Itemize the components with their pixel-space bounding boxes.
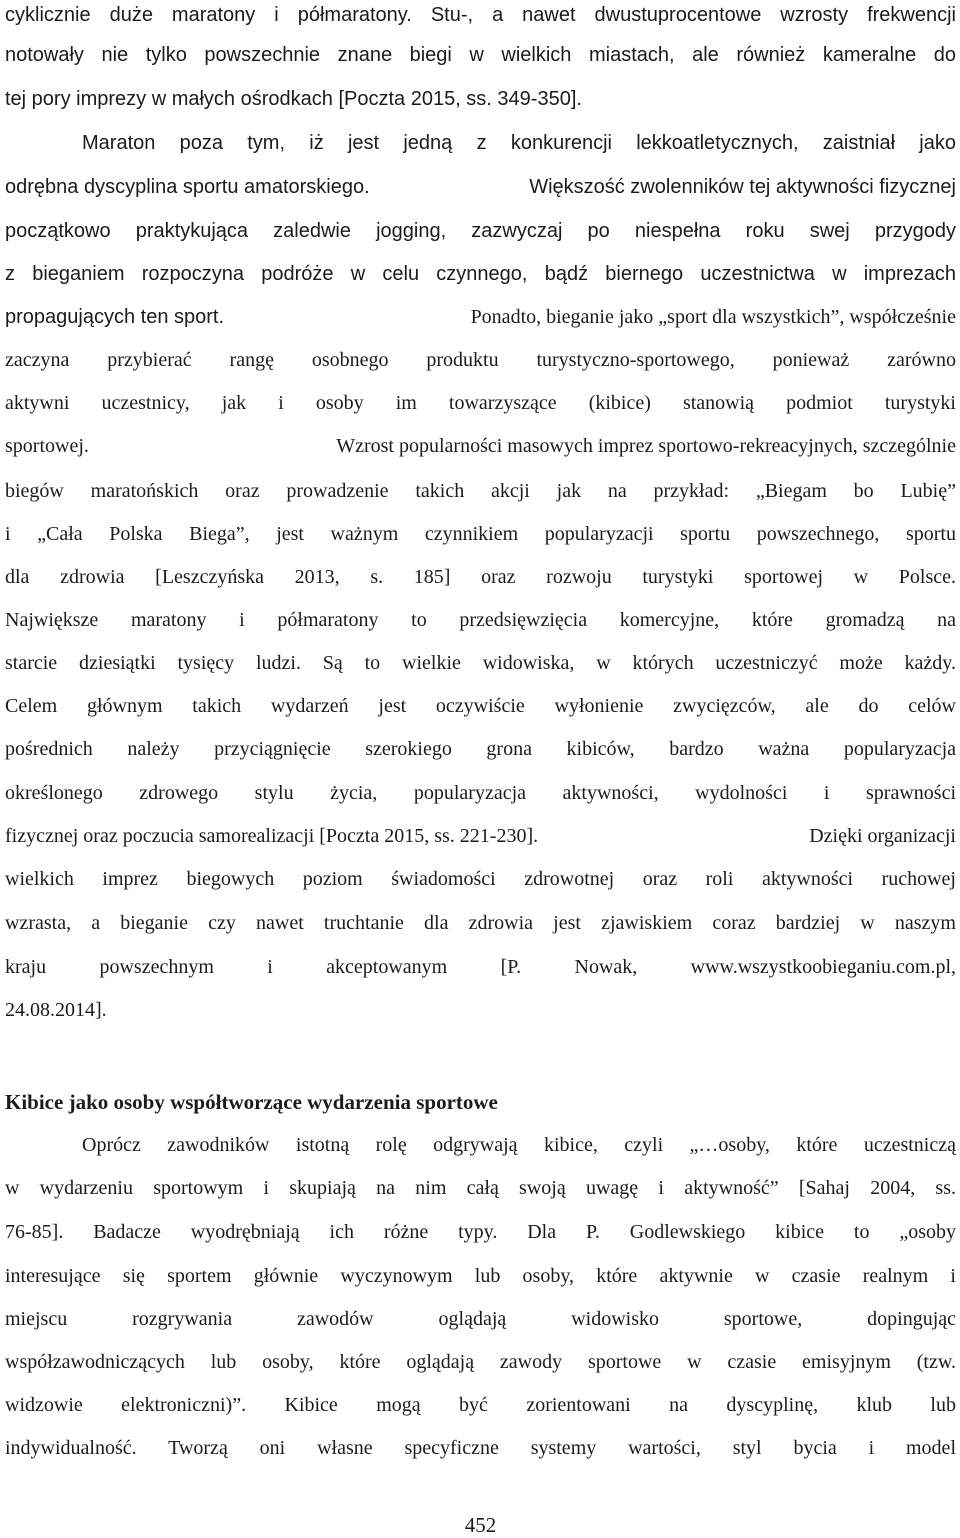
text-line: z bieganiem rozpoczyna podróże w celu czynnego, bądź biernego uczestnictwa w imprezach [5, 263, 956, 285]
text-line: zaczyna przybierać rangę osobnego produktu turystyczno-sportowego, ponieważ zarówno [5, 349, 956, 371]
text-line: pośrednich należy przyciągnięcie szerokiego grona kibiców, bardzo ważna popularyzacja [5, 738, 956, 760]
text-segment: propagujących ten sport. [5, 306, 225, 328]
text-line: Oprócz zawodników istotną rolę odgrywają kibice, czyli „…osoby, które uczestniczą [82, 1134, 956, 1156]
text-segment: odrębna dyscyplina sportu amatorskiego. [5, 176, 370, 198]
text-line: i „Cała Polska Biega”, jest ważnym czynnikiem popularyzacji sportu powszechnego, sportu [5, 523, 956, 545]
text-line: początkowo praktykująca zaledwie jogging, zazwyczaj po niespełna roku swej przygody [5, 220, 956, 242]
text-line: określonego zdrowego stylu życia, popularyzacja aktywności, wydolności i sprawności [5, 782, 956, 804]
section-heading: Kibice jako osoby współtworzące wydarzenia sportowe [5, 1090, 498, 1114]
text-line [5, 821, 956, 851]
text-line: starcie dziesiątki tysięcy ludzi. Są to wielkie widowiska, w których uczestniczyć może każdy. [5, 652, 956, 674]
text-line: interesujące się sportem głównie wyczynowym lub osoby, które aktywnie w czasie realnym i [5, 1265, 956, 1287]
text-line: Celem głównym takich wydarzeń jest oczywiście wyłonienie zwycięzców, ale do celów [5, 695, 956, 717]
text-line: wielkich imprez biegowych poziom świadomości zdrowotnej oraz roli aktywności ruchowej [5, 868, 956, 890]
text-line: aktywni uczestnicy, jak i osoby im towarzyszące (kibice) stanowią podmiot turystyki [5, 392, 956, 414]
text-line: dla zdrowia [Leszczyńska 2013, s. 185] oraz rozwoju turystyki sportowej w Polsce. [5, 566, 956, 588]
text-line: indywidualność. Tworzą oni własne specyficzne systemy wartości, styl bycia i model [5, 1437, 956, 1459]
text-line [5, 172, 956, 202]
text-segment: sportowej. [5, 435, 89, 457]
text-segment: Wzrost popularności masowych imprez sportowo-rekreacyjnych, szczególnie [336, 435, 956, 457]
text-line: widzowie elektroniczni)”. Kibice mogą być zorientowani na dyscyplinę, klub lub [5, 1394, 956, 1416]
text-line: w wydarzeniu sportowym i skupiają na nim całą swoją uwagę i aktywność” [Sahaj 2004, ss. [5, 1177, 956, 1199]
text-line: notowały nie tylko powszechnie znane biegi w wielkich miastach, ale również kameralne do [5, 44, 956, 66]
text-line: tej pory imprezy w małych ośrodkach [Poczta 2015, ss. 349-350]. [5, 88, 582, 110]
text-line: miejscu rozgrywania zawodów oglądają widowisko sportowe, dopingując [5, 1308, 956, 1330]
text-line: Maraton poza tym, iż jest jedną z konkurencji lekkoatletycznych, zaistniał jako [82, 132, 956, 154]
text-line: wzrasta, a bieganie czy nawet truchtanie dla zdrowia jest zjawiskiem coraz bardziej w naszym [5, 912, 956, 934]
text-line [5, 431, 956, 461]
text-line: kraju powszechnym i akceptowanym [P. Nowak, www.wszystkoobieganiu.com.pl, [5, 956, 956, 978]
text-line: biegów maratońskich oraz prowadzenie takich akcji jak na przykład: „Biegam bo Lubię” [5, 480, 956, 502]
text-line: cyklicznie duże maratony i półmaratony. Stu-, a nawet dwustuprocentowe wzrosty frekwencji [5, 4, 956, 26]
text-segment: fizycznej oraz poczucia samorealizacji [Poczta 2015, ss. 221-230]. [5, 825, 539, 847]
text-segment: Ponadto, bieganie jako „sport dla wszystkich”, współcześnie [470, 306, 956, 328]
text-segment: Większość zwolenników tej aktywności fizycznej [529, 176, 956, 198]
text-line: Największe maratony i półmaratony to przedsięwzięcia komercyjne, które gromadzą na [5, 609, 956, 631]
text-line [5, 302, 956, 332]
text-line: 24.08.2014]. [5, 999, 107, 1021]
text-segment: Dzięki organizacji [809, 825, 956, 847]
text-line: 76-85]. Badacze wyodrębniają ich różne typy. Dla P. Godlewskiego kibice to „osoby [5, 1221, 956, 1243]
page-number: 452 [464, 1513, 497, 1537]
text-line: współzawodniczących lub osoby, które oglądają zawody sportowe w czasie emisyjnym (tzw. [5, 1351, 956, 1373]
